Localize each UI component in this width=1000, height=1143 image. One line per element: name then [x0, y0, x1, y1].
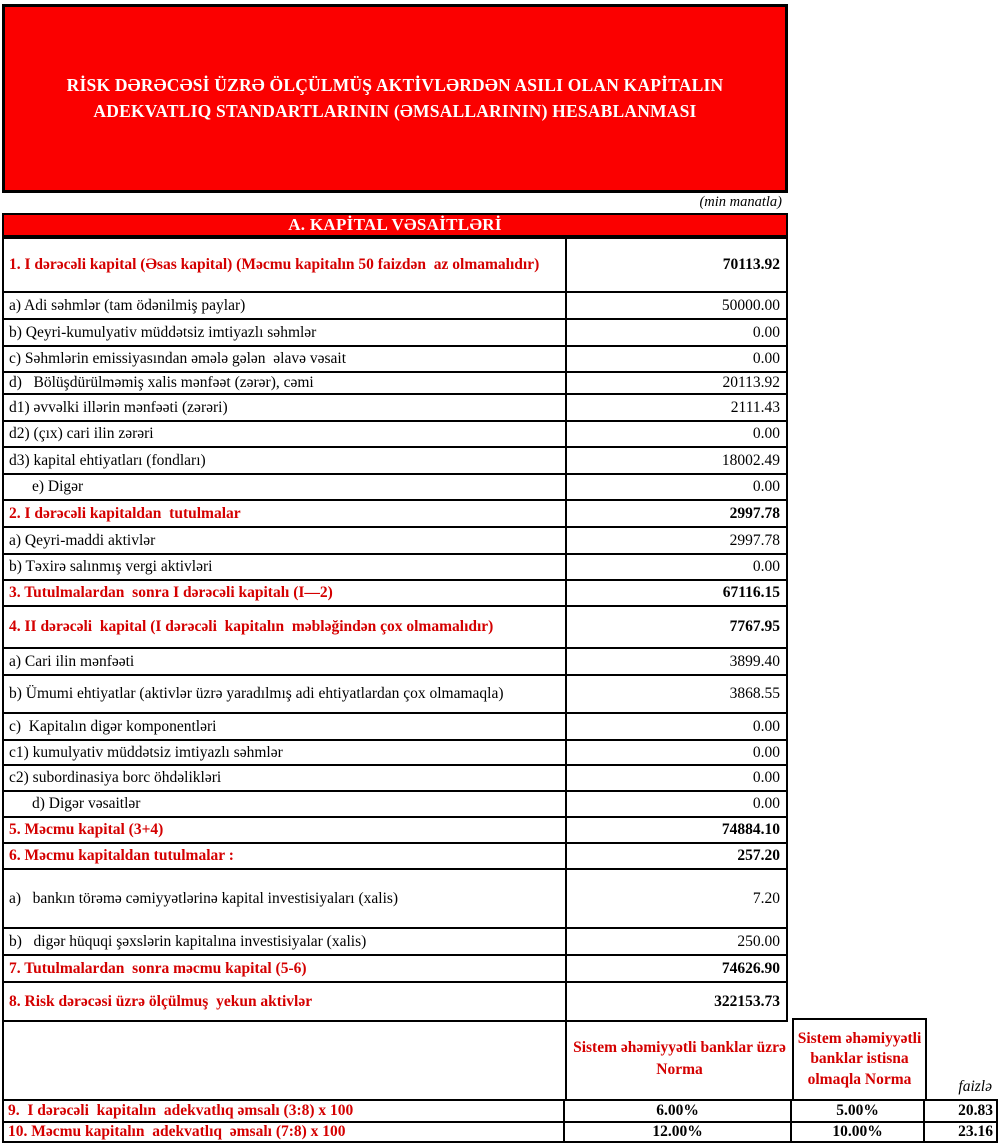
row-label: d1) əvvəlki illərin mənfəəti (zərəri): [4, 395, 567, 420]
ratio-percent-value: 20.83: [925, 1101, 998, 1121]
ratio-row: [2, 1099, 998, 1121]
ratio-non-systemic-norm-value: 5.00%: [792, 1101, 925, 1121]
section-header: [2, 213, 788, 237]
row-value: 2997.78: [729, 531, 780, 549]
row-value: 0.00: [752, 795, 780, 812]
table-row: [4, 239, 786, 291]
row-label: b) digər hüquqi şəxslərin kapitalına investisiyalar (xalis): [4, 929, 567, 954]
row-label: c1) kumulyativ müddətsiz imtiyazlı səhmlər: [4, 741, 567, 764]
row-label: 5. Məcmu kapital (3+4): [4, 818, 567, 842]
table-row: [4, 954, 786, 981]
row-label: d) Bölüşdürülməmiş xalis mənfəət (zərər), cəmi: [4, 373, 567, 393]
table-row: [4, 674, 786, 712]
row-label: a) Qeyri-maddi aktivlər: [4, 528, 567, 553]
row-value: 3868.55: [729, 685, 780, 702]
row-value: 2997.78: [729, 504, 780, 522]
row-label: 1. I dərəcəli kapital (Əsas kapital) (Məcmu kapitalın 50 faizdən az olmamalıdır): [4, 239, 567, 291]
row-value: 20113.92: [722, 374, 780, 391]
report-title-line-1: RİSK DƏRƏCƏSİ ÜZRƏ ÖLÇÜLMÜŞ AKTİVLƏRDƏN ASILI OLAN KAPİTALIN: [66, 75, 724, 96]
ratio-percent-value: 23.16: [925, 1123, 998, 1141]
ratio-systemic-norm-value: 12.00%: [565, 1123, 792, 1141]
row-label: d2) (çıx) cari ilin zərəri: [4, 422, 567, 446]
row-label: a) Cari ilin mənfəəti: [4, 649, 567, 674]
row-value: 3899.40: [729, 652, 780, 670]
table-row: [4, 712, 786, 739]
row-label: a) bankın törəmə cəmiyyətlərinə kapital investisiyaları (xalis): [4, 870, 567, 927]
row-value: 0.00: [752, 558, 780, 575]
section-title: A. KAPİTAL VƏSAİTLƏRİ: [288, 215, 502, 234]
row-value: 322153.73: [714, 992, 780, 1010]
row-value: 0.00: [752, 425, 780, 442]
row-label: b) Təxirə salınmış vergi aktivləri: [4, 555, 567, 579]
ratio-systemic-norm-value: 6.00%: [565, 1101, 792, 1121]
table-row: [4, 927, 786, 954]
table-row: [4, 553, 786, 579]
table-row: [4, 420, 786, 446]
row-label: 7. Tutulmalardan sonra məcmu kapital (5-6): [4, 956, 567, 981]
row-label: c) Kapitalın digər komponentləri: [4, 714, 567, 739]
table-row: [4, 446, 786, 473]
ratio-row-label: 9. I dərəcəli kapitalın adekvatlıq əmsalı (3:8) x 100: [2, 1101, 565, 1121]
row-value: 7.20: [752, 889, 780, 907]
ratio-header-non-systemic-norm: Sistem əhəmiyyətli banklar istisna olmaqla Norma: [794, 1018, 927, 1099]
row-label: c2) subordinasiya borc öhdəlikləri: [4, 766, 567, 790]
table-row: [4, 868, 786, 927]
row-label: b) Qeyri-kumulyativ müddətsiz imtiyazlı səhmlər: [4, 320, 567, 345]
row-value: 0.00: [752, 478, 780, 495]
ratio-section: [2, 1018, 998, 1143]
table-row: [4, 764, 786, 790]
row-value: 0.00: [752, 323, 780, 341]
row-value: 257.20: [737, 847, 780, 864]
row-label: 6. Məcmu kapitaldan tutulmalar :: [4, 844, 567, 868]
row-label: 4. II dərəcəli kapital (I dərəcəli kapitalın məbləğindən çox olmamalıdır): [4, 607, 567, 647]
table-row: [4, 842, 786, 868]
unit-note: (min manatla): [699, 194, 782, 210]
ratio-row-label: 10. Məcmu kapitalın adekvatlıq əmsalı (7:8) x 100: [2, 1123, 565, 1141]
ratio-rows: [2, 1099, 998, 1143]
row-value: 67116.15: [722, 584, 780, 601]
row-value: 250.00: [737, 932, 780, 950]
title-banner: [2, 4, 788, 193]
row-value: 0.00: [752, 717, 780, 735]
row-value: 7767.95: [729, 618, 780, 635]
table-row: [4, 473, 786, 499]
table-row: [4, 345, 786, 371]
capital-table: [2, 237, 788, 1022]
row-label: a) Adi səhmlər (tam ödənilmiş paylar): [4, 293, 567, 318]
table-row: [4, 790, 786, 816]
table-row: [4, 393, 786, 420]
ratio-header-band: [2, 1018, 998, 1099]
row-value: 50000.00: [721, 296, 780, 314]
ratio-header-percent-label: faizlə: [958, 1078, 992, 1095]
table-row: [4, 647, 786, 674]
row-value: 74626.90: [721, 959, 780, 977]
report-title: [30, 73, 760, 124]
table-row: [4, 579, 786, 605]
row-value: 18002.49: [721, 451, 780, 469]
row-label: 2. I dərəcəli kapitaldan tutulmalar: [4, 501, 567, 526]
report-title-line-2: ADEKVATLIQ STANDARTLARININ (ƏMSALLARININ) HESABLANMASI: [93, 100, 697, 121]
row-label: e) Digər: [4, 475, 567, 499]
row-label: b) Ümumi ehtiyatlar (aktivlər üzrə yaradılmış adi ehtiyatlardan çox olmamaqla): [4, 676, 567, 712]
table-row: [4, 816, 786, 842]
table-row: [4, 526, 786, 553]
table-row: [4, 739, 786, 764]
ratio-row: [2, 1121, 998, 1143]
row-value: 0.00: [752, 769, 780, 786]
table-row: [4, 981, 786, 1020]
row-value: 0.00: [752, 350, 780, 367]
row-value: 74884.10: [721, 821, 780, 838]
table-row: [4, 291, 786, 318]
table-row: [4, 371, 786, 393]
row-label: 8. Risk dərəcəsi üzrə ölçülmuş yekun aktivlər: [4, 983, 567, 1020]
table-row: [4, 605, 786, 647]
row-label: d) Digər vəsaitlər: [4, 792, 567, 816]
row-label: d3) kapital ehtiyatları (fondları): [4, 448, 567, 473]
ratio-header-empty-cell: [4, 1018, 567, 1099]
table-row: [4, 499, 786, 526]
ratio-header-systemic-norm: Sistem əhəmiyyətli banklar üzrə Norma: [567, 1018, 794, 1099]
ratio-non-systemic-norm-value: 10.00%: [792, 1123, 925, 1141]
table-row: [4, 318, 786, 345]
row-value: 0.00: [752, 743, 780, 761]
row-label: c) Səhmlərin emissiyasından əmələ gələn əlavə vəsait: [4, 347, 567, 371]
row-label: 3. Tutulmalardan sonra I dərəcəli kapitalı (I—2): [4, 581, 567, 605]
row-value: 70113.92: [722, 256, 780, 273]
row-value: 2111.43: [730, 398, 780, 416]
